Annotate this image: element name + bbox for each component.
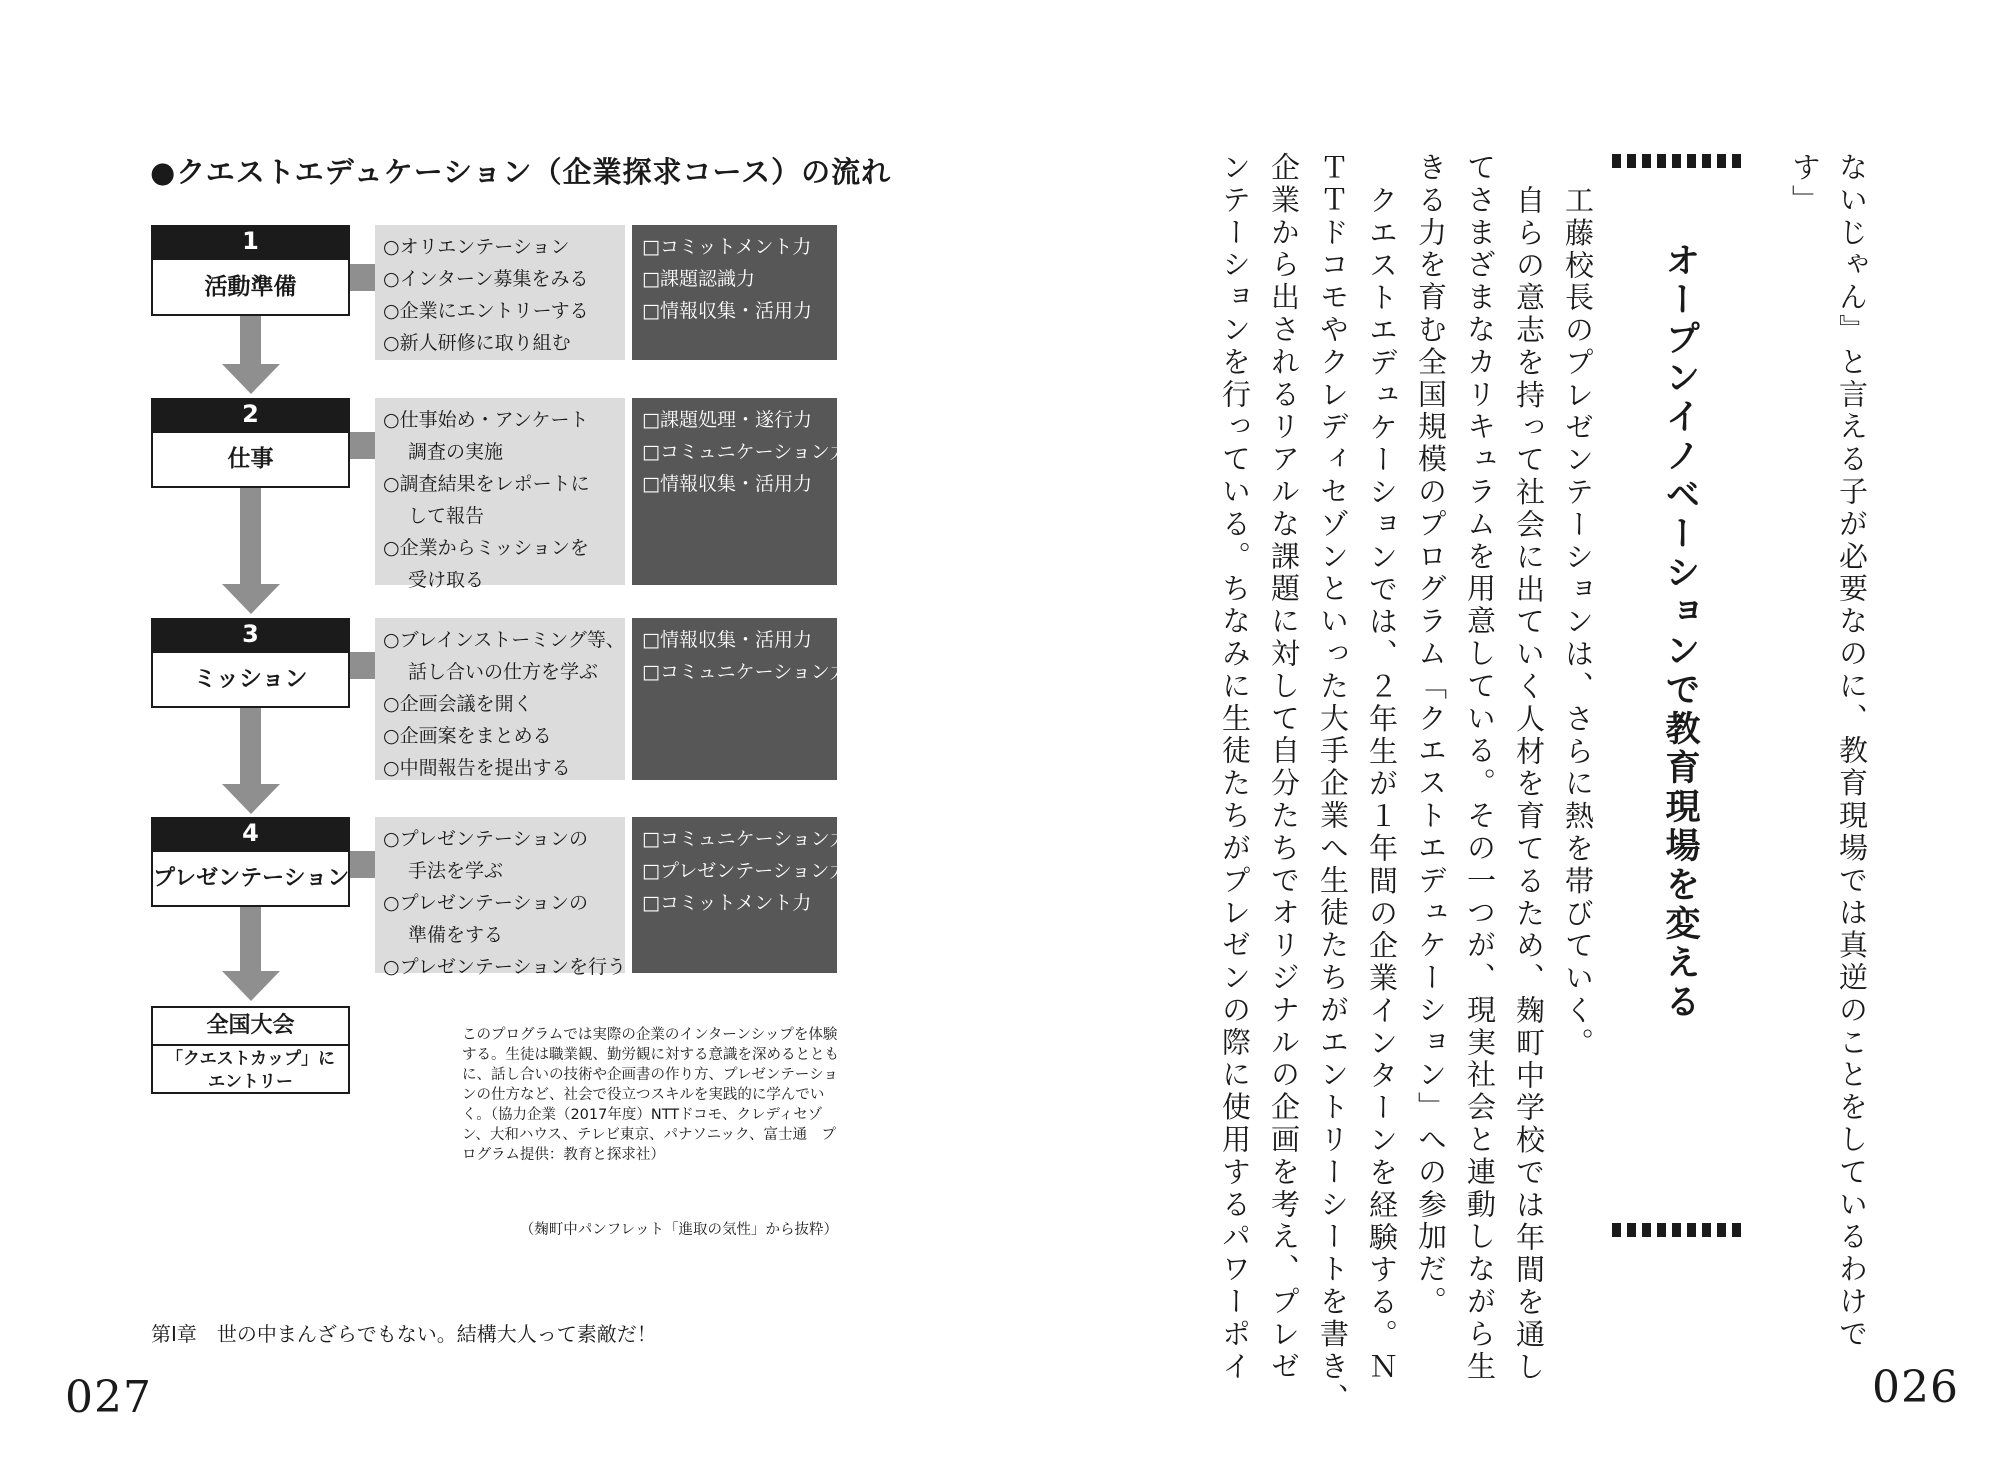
arrow-4-shaft [240,907,261,971]
activity-item: ○ブレインストーミング等、 [383,629,625,651]
skill-item: □コミュニケーション力 [642,441,849,463]
activity-item: 話し合いの仕方を学ぶ [408,661,599,683]
activity-item: ○プレゼンテーションの [383,892,589,914]
step-2-skills [632,398,849,585]
activity-item: 調査の実施 [408,441,504,463]
body-column-5: クエストエデュケーションでは、２年生が１年間の企業インターンを経験する。Ｎ [1365,185,1399,1384]
skill-item: □コミットメント力 [642,892,812,914]
body-column-4: きる力を育む全国規模のプログラム「クエストエデュケーション」への参加だ。 [1414,152,1448,1319]
heading-bottom-rule [1612,1222,1753,1236]
step-1-number: 1 [151,225,350,258]
chapter-footer: 第Ⅰ章 世の中まんざらでもない。結構大人って素敵だ！ [151,1322,657,1346]
final-sub-line-2: エントリー [208,1072,293,1092]
step-3-skills [632,618,849,780]
step-3-activities [375,618,625,780]
step-1-skills [632,225,837,360]
chart-title: ●クエストエデュケーション（企業探求コース）の流れ [150,155,892,189]
activity-item: ○企業にエントリーする [383,300,589,322]
body-column-1: 工藤校長のプレゼンテーションは、さらに熱を帯びていく。 [1561,185,1595,1060]
intro-column-2: す」 [1788,152,1822,217]
source-credit: （麹町中パンフレット「進取の気性」から抜粋） [519,1222,838,1238]
activity-item: ○企画案をまとめる [383,725,552,747]
arrow-3-head [222,784,280,814]
activity-item: ○プレゼンテーションの [383,828,589,850]
arrow-4-head [222,971,280,1001]
activity-item: 受け取る [408,569,485,591]
step-4-activities [375,817,627,978]
arrow-3-shaft [240,708,261,784]
step-4-connector [350,851,375,878]
step-3-number: 3 [151,618,350,651]
arrow-2-shaft [240,488,261,584]
step-2-label: 仕事 [151,431,350,488]
step-1-connector [350,264,375,291]
page-number-right: 026 [1872,1362,1959,1413]
activity-item: ○仕事始め・アンケート [383,409,589,431]
activity-item: ○新人研修に取り組む [383,332,571,354]
activity-item: ○企画会議を開く [383,693,533,715]
activity-item: ○プレゼンテーションを行う [383,956,627,978]
step-3-connector [350,652,375,679]
body-column-7: 企業から出されるリアルな課題に対して自分たちでオリジナルの企画を考え、プレゼ [1267,152,1301,1384]
body-column-8: ンテーションを行っている。ちなみに生徒たちがプレゼンの際に使用するパワーポイ [1218,152,1252,1384]
step-2-number: 2 [151,398,350,431]
arrow-2-head [222,584,280,614]
skill-item: □情報収集・活用力 [642,473,812,495]
body-column-6: ＴＴドコモやクレディセゾンといった大手企業へ生徒たちがエントリーシートを書き、 [1316,152,1350,1416]
activity-item: 手法を学ぶ [408,860,504,882]
skill-item: □コミュニケーション力 [642,828,849,850]
step-1-label: 活動準備 [151,258,350,316]
final-label: 全国大会 [153,1008,348,1046]
activity-item: して報告 [408,505,485,527]
skill-item: □コミットメント力 [642,236,812,258]
activity-item: ○中間報告を提出する [383,757,571,779]
page-number-left: 027 [65,1372,152,1423]
activity-item: ○インターン募集をみる [383,268,589,290]
program-note: このプログラムでは実際の企業のインターンシップを体験する。生徒は職業観、勤労観に対する意識を深めるとともに、話し合いの技術や企画書の作り方、プレゼンテーションの仕方など、社会で役立つスキルを実践的に学んでいく。（協力企業（2017年度）NTTドコモ、クレディセゾン、大和ハウス、テレビ東京、パナソニック、富士通 プログラム提供：教育と探求社） [462,1027,839,1163]
body-column-3: てさまざまなカリキュラムを用意している。その一つが、現実社会と連動しながら生 [1463,152,1497,1384]
arrow-1-head [222,364,280,394]
skill-item: □情報収集・活用力 [642,629,812,651]
skill-item: □情報収集・活用力 [642,300,812,322]
step-2-connector [350,432,375,459]
step-3-label: ミッション [151,651,350,708]
activity-item: 準備をする [408,924,504,946]
final-sub-line-1: 「クエストカップ」に [166,1049,335,1069]
step-2-activities [375,398,625,591]
skill-item: □コミュニケーション力 [642,661,849,683]
final-national-tournament [151,1006,350,1094]
skill-item: □課題認識力 [642,268,755,290]
section-heading: オープンイノベーションで教育現場を変える [1660,242,1700,1022]
step-4-label: プレゼンテーション [151,850,350,907]
step-4-number: 4 [151,817,350,850]
step-1-activities [375,225,625,360]
step-4-skills [632,817,849,973]
intro-column-1: ないじゃん』と言える子が必要なのに、教育現場では真逆のことをしているわけで [1835,152,1869,1351]
activity-item: ○調査結果をレポートに [383,473,590,495]
heading-top-rule [1612,153,1753,167]
body-column-2: 自らの意志を持って社会に出ていく人材を育てるため、麹町中学校では年間を通し [1512,185,1546,1384]
skill-item: □課題処理・遂行力 [642,409,812,431]
skill-item: □プレゼンテーション力 [642,860,849,882]
activity-item: ○オリエンテーション [383,236,570,258]
activity-item: ○企業からミッションを [383,537,589,559]
arrow-1-shaft [240,316,261,364]
